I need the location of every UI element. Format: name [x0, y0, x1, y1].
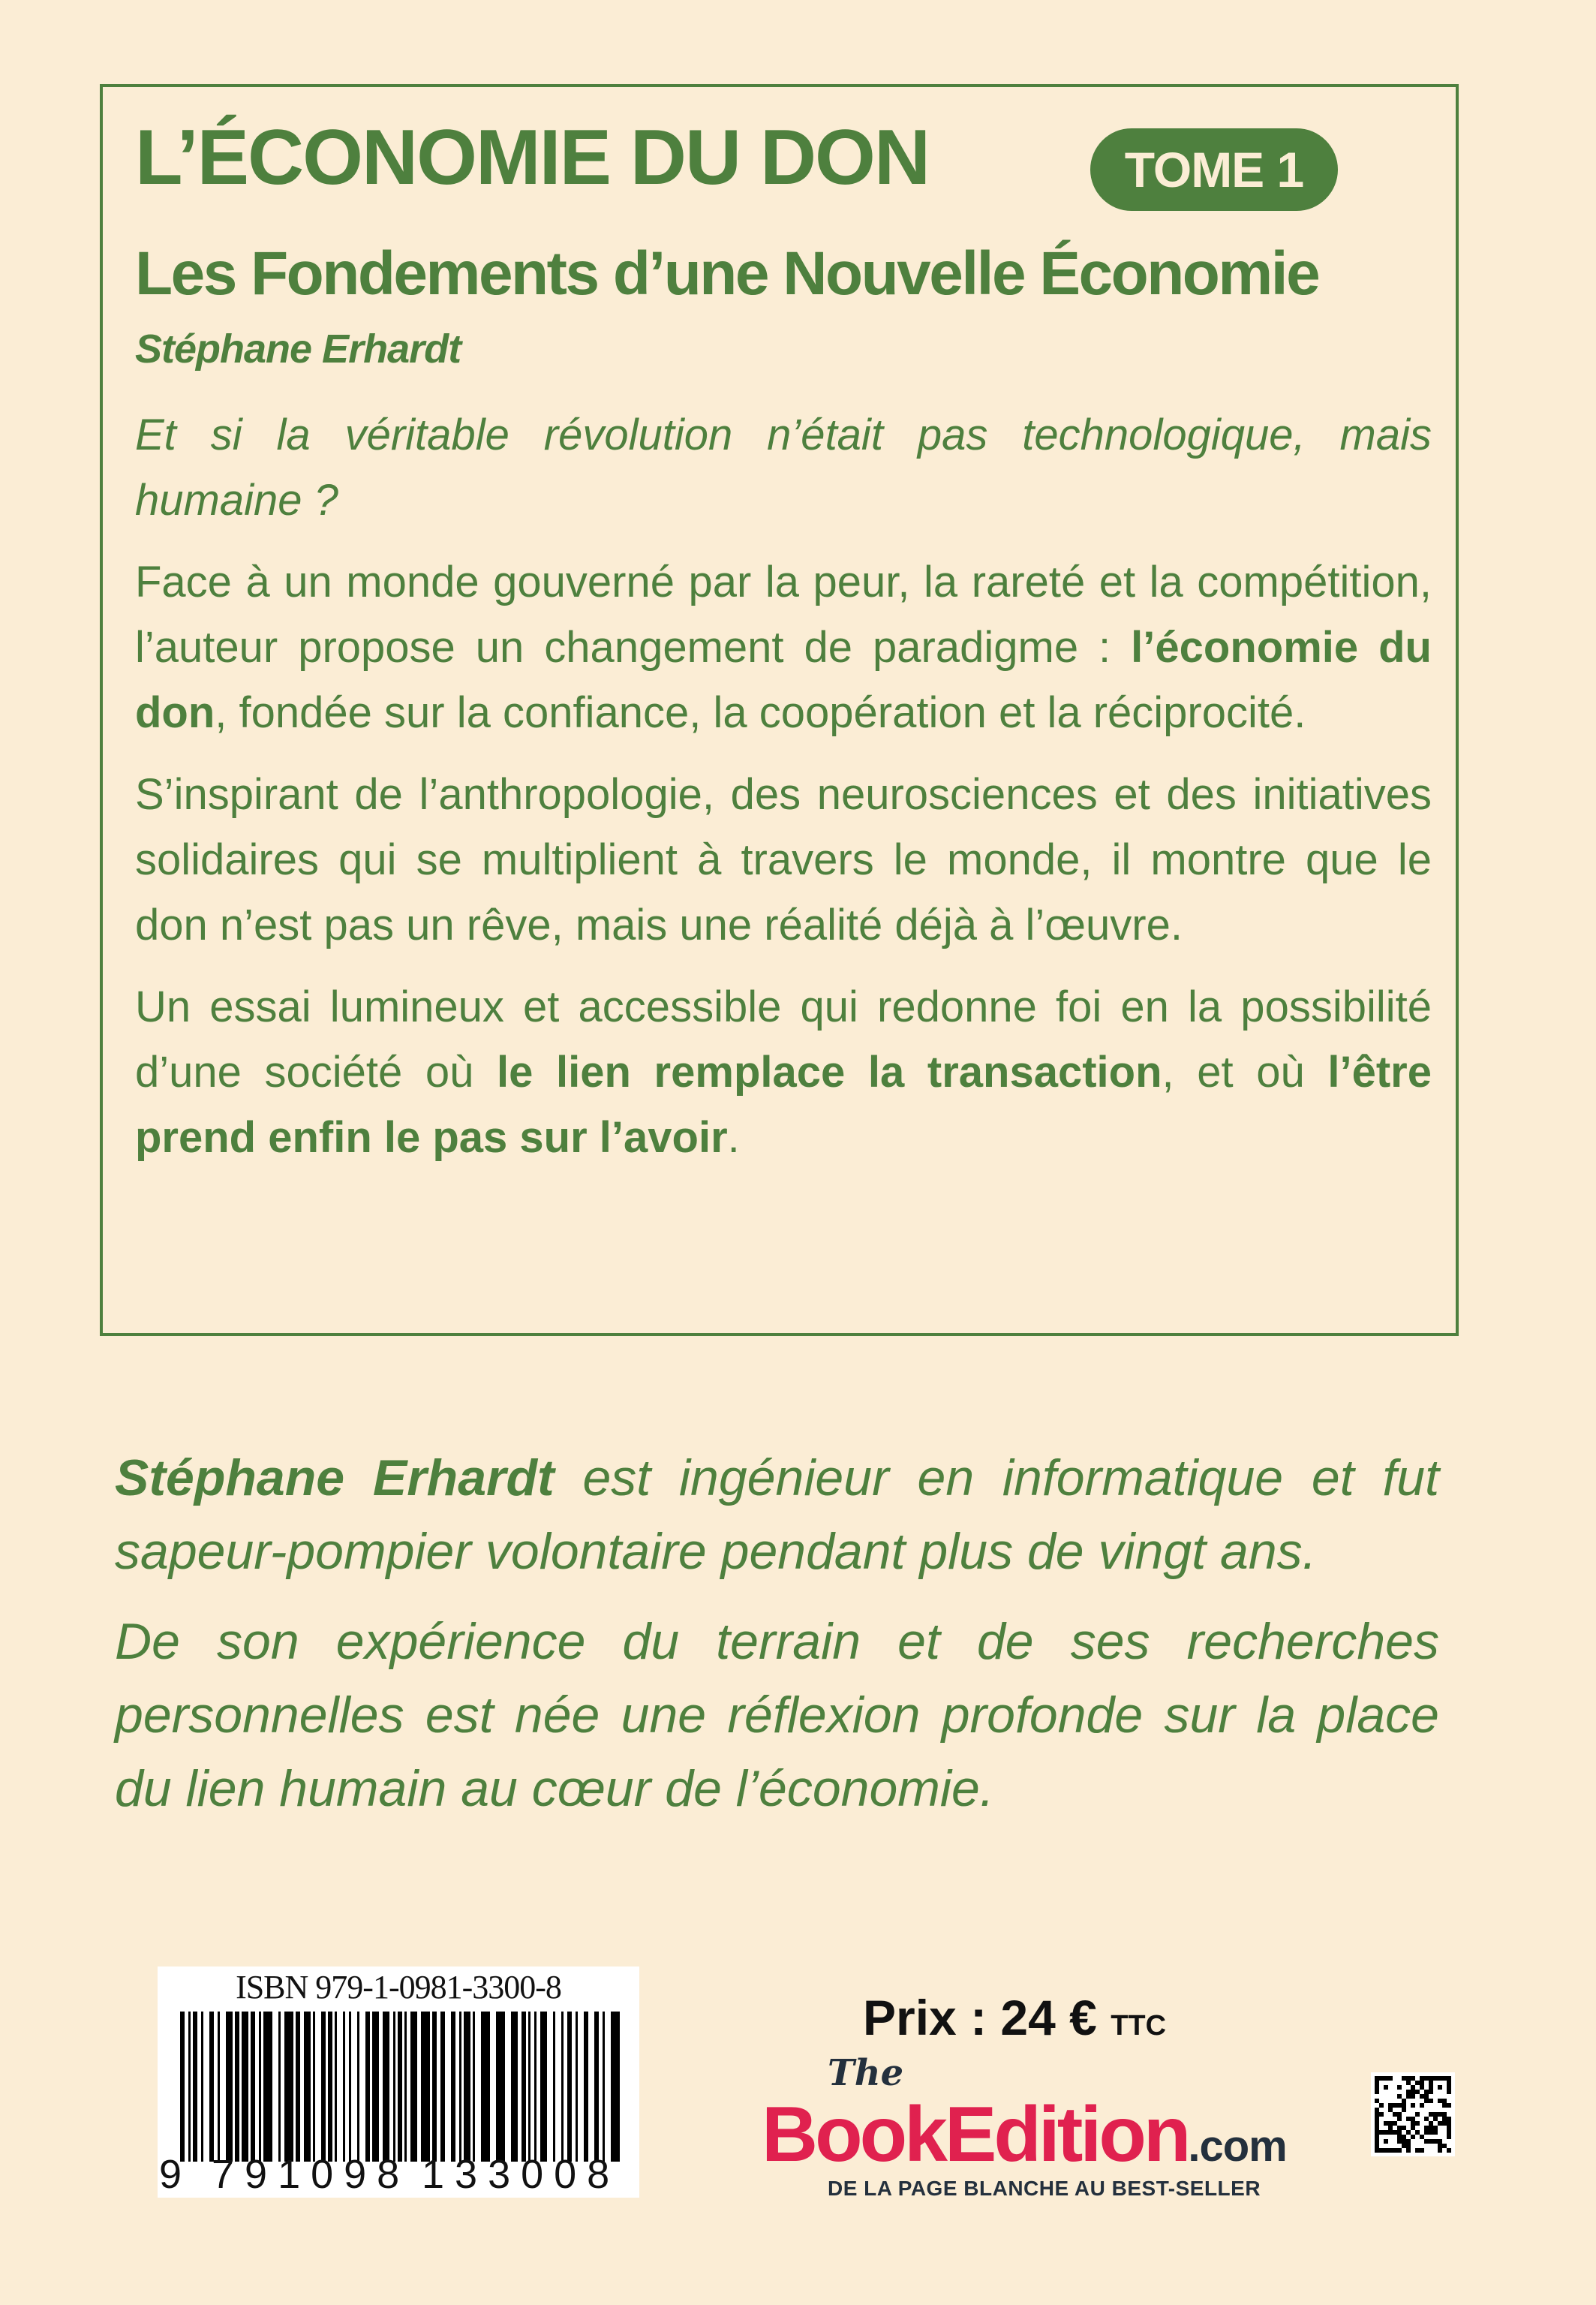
- barcode-bar: [188, 2012, 191, 2162]
- qr-module: [1375, 2090, 1379, 2094]
- qr-module: [1384, 2085, 1388, 2090]
- qr-module: [1429, 2090, 1433, 2094]
- barcode-bar: [343, 2012, 345, 2162]
- barcode-bar: [372, 2012, 379, 2162]
- qr-module: [1447, 2148, 1451, 2153]
- text: Face à un monde gouverné par la peur, la rareté et la compétition, l’auteur propose un changement de paradigme :: [135, 558, 1432, 672]
- qr-module: [1420, 2103, 1424, 2108]
- qr-module: [1429, 2099, 1433, 2103]
- barcode-bar: [193, 2012, 197, 2162]
- publisher-logo: [762, 2052, 1332, 2201]
- barcode-bar: [335, 2012, 337, 2162]
- barcode-bar: [594, 2012, 599, 2162]
- isbn-number: ISBN 979-1-0981-3300-8: [236, 1969, 561, 2006]
- logo-tagline: DE LA PAGE BLANCHE AU BEST-SELLER: [828, 2177, 1261, 2200]
- qr-module: [1447, 2135, 1451, 2139]
- logo-brand: [762, 2091, 1287, 2178]
- book-subtitle: Les Fondements d’une Nouvelle Économie: [135, 239, 1319, 308]
- logo-domain: .com: [1188, 2122, 1287, 2171]
- qr-module: [1433, 2130, 1438, 2135]
- barcode-bar: [611, 2012, 620, 2162]
- barcode-bar: [296, 2012, 300, 2162]
- qr-module: [1447, 2090, 1451, 2094]
- qr-module: [1406, 2148, 1411, 2153]
- author-bio: [115, 1441, 1439, 1842]
- barcode-bar: [365, 2012, 370, 2162]
- qr-module: [1438, 2148, 1442, 2153]
- text: Un essai lumineux et accessible qui redonne foi en la possibilité d’une société où: [135, 982, 1432, 1097]
- barcode-bar: [410, 2012, 417, 2162]
- qr-module: [1447, 2103, 1451, 2108]
- price-label: Prix : 24 €: [863, 1990, 1097, 2045]
- qr-module: [1402, 2108, 1406, 2112]
- barcode-bar: [201, 2012, 203, 2162]
- bio-name: Stéphane Erhardt: [115, 1449, 555, 1506]
- text: , fondée sur la confiance, la coopération et la réciprocité.: [215, 688, 1306, 737]
- barcode-bar: [459, 2012, 461, 2162]
- barcode-bar: [328, 2012, 332, 2162]
- logo-the: The: [828, 2052, 904, 2094]
- isbn-barcode: [158, 1966, 639, 2198]
- barcode-bar: [521, 2012, 526, 2162]
- summary-frame: [100, 84, 1459, 1336]
- barcode-bar: [349, 2012, 351, 2162]
- qr-module: [1397, 2117, 1402, 2121]
- qr-module: [1415, 2112, 1420, 2117]
- barcode-bar: [603, 2012, 605, 2162]
- bold-text: le lien remplace la transaction: [497, 1048, 1162, 1097]
- barcode-bar: [235, 2012, 239, 2162]
- bio-paragraph-1: [115, 1441, 1439, 1588]
- barcode-bar: [357, 2012, 359, 2162]
- price: [863, 1991, 1166, 2045]
- tome-badge: TOME 1: [1090, 128, 1338, 211]
- barcode-bar: [313, 2012, 315, 2162]
- qr-code: [1371, 2072, 1455, 2156]
- barcode-bar: [584, 2012, 588, 2162]
- barcode-bar: [481, 2012, 490, 2162]
- qr-module: [1411, 2135, 1415, 2139]
- barcode-bar: [540, 2012, 547, 2162]
- barcode-bar: [576, 2012, 578, 2162]
- barcode-digit-first: 9: [159, 2152, 193, 2197]
- bold-text: l’économie du don: [135, 623, 1432, 737]
- barcode-bar: [218, 2012, 220, 2162]
- qr-module: [1411, 2094, 1415, 2099]
- barcode-bar: [432, 2012, 437, 2162]
- barcode-bars: [180, 2012, 623, 2169]
- barcode-digits-right: 133008: [422, 2152, 621, 2197]
- barcode-bar: [404, 2012, 407, 2162]
- blurb: [135, 402, 1432, 1187]
- barcode-bar: [511, 2012, 518, 2162]
- qr-module: [1379, 2103, 1384, 2108]
- barcode-bar: [421, 2012, 430, 2162]
- blurb-paragraph-1: [135, 549, 1432, 745]
- barcode-digits-left: 791098: [212, 2152, 410, 2197]
- barcode-bar: [398, 2012, 402, 2162]
- barcode-bar: [284, 2012, 293, 2162]
- qr-module: [1384, 2139, 1388, 2144]
- blurb-paragraph-2: S’inspirant de l’anthropologie, des neurosciences et des initiatives solidaires qui se multiplient à travers le monde, il montre que le don n’est pas un rêve, mais une réalité déjà à l’œuvre.: [135, 770, 1432, 949]
- barcode-bar: [226, 2012, 233, 2162]
- barcode-bar: [464, 2012, 470, 2162]
- barcode-bar: [528, 2012, 530, 2162]
- barcode-bar: [321, 2012, 326, 2162]
- text: .: [727, 1113, 740, 1162]
- qr-module: [1420, 2148, 1424, 2153]
- barcode-bar: [553, 2012, 555, 2162]
- qr-module: [1388, 2076, 1393, 2081]
- text: est ingénieur en informatique et fut sapeur-pompier volontaire pendant plus de vingt ans.: [115, 1449, 1439, 1580]
- barcode-bar: [534, 2012, 537, 2162]
- qr-module: [1379, 2112, 1384, 2117]
- barcode-bar: [242, 2012, 248, 2162]
- barcode-bar: [496, 2012, 505, 2162]
- barcode-bar: [263, 2012, 272, 2162]
- barcode-bar: [259, 2012, 261, 2162]
- book-title: L’ÉCONOMIE DU DON: [135, 114, 930, 201]
- qr-module: [1438, 2085, 1442, 2090]
- qr-module: [1411, 2103, 1415, 2108]
- text: , et où: [1162, 1048, 1328, 1097]
- barcode-bar: [451, 2012, 455, 2162]
- barcode-bar: [304, 2012, 311, 2162]
- barcode-bar: [561, 2012, 564, 2162]
- blurb-paragraph-3: [135, 974, 1432, 1170]
- barcode-bar: [383, 2012, 389, 2162]
- qr-module: [1397, 2085, 1402, 2090]
- barcode-bar: [209, 2012, 214, 2162]
- barcode-bar: [393, 2012, 395, 2162]
- barcode-bar: [278, 2012, 281, 2162]
- barcode-bar: [473, 2012, 475, 2162]
- qr-module: [1397, 2148, 1402, 2153]
- qr-module: [1415, 2121, 1420, 2126]
- author-name: Stéphane Erhardt: [135, 326, 461, 372]
- logo-name: BookEdition: [762, 2091, 1189, 2178]
- barcode-bar: [567, 2012, 572, 2162]
- barcode-bar: [440, 2012, 445, 2162]
- blurb-hook: Et si la véritable révolution n’était pas technologique, mais humaine ?: [135, 411, 1432, 525]
- barcode-bar: [180, 2012, 185, 2162]
- price-suffix: TTC: [1111, 2010, 1167, 2042]
- barcode-bar: [251, 2012, 255, 2162]
- bio-paragraph-2: De son expérience du terrain et de ses recherches personnelles est née une réflexion profonde sur la place du lien humain au cœur de l’économie.: [115, 1613, 1439, 1817]
- bold-text: l’être prend enfin le pas sur l’avoir: [135, 1048, 1432, 1162]
